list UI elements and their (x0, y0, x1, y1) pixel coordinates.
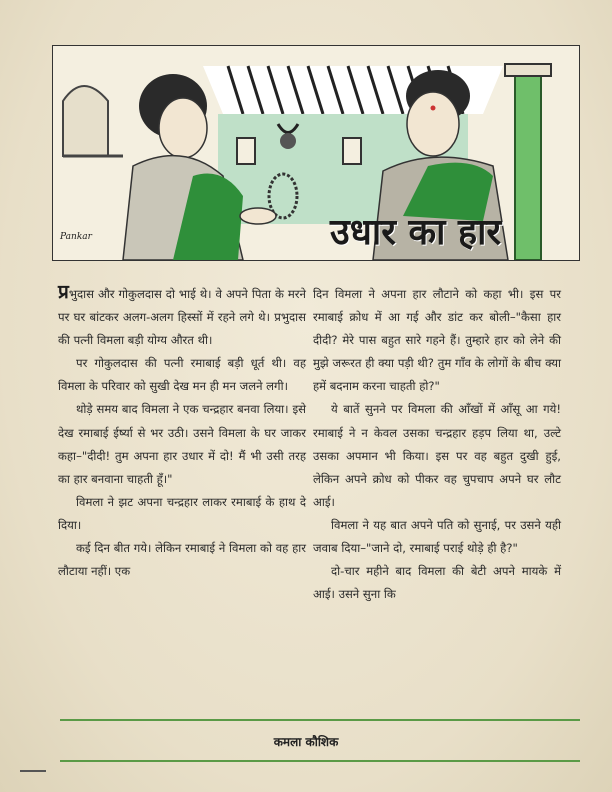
paragraph (58, 537, 306, 583)
text-column-right (313, 283, 561, 606)
paragraph (58, 283, 306, 352)
paragraph (313, 560, 561, 606)
paragraph (58, 491, 306, 537)
paragraph-text: पर गोकुलदास की पत्नी रमाबाई बड़ी धूर्त थी। वह विमला के परिवार को सुखी देख मन ही मन जलने लगी। (58, 356, 306, 394)
paragraph-text: दिन विमला ने अपना हार लौटाने को कहा भी। इस पर रमाबाई क्रोध में आ गई और डांट कर बोली–"कैसा हार दीदी? मेरे पास बहुत सारे गहने हैं। तुम्हारे हार को लेने की मुझे जरूरत ही क्या पड़ी थी? तुम गाँव के लोगों के बीच क्या हमें बदनाम करना चाहती हो?" (313, 287, 561, 394)
paragraph (58, 398, 306, 490)
paragraph-text: दो-चार महीने बाद विमला की बेटी अपने मायके में आई। उसने सुना कि (313, 564, 561, 602)
artist-signature: Pankar (60, 232, 92, 242)
scan-edge-mark (20, 770, 46, 772)
green-rule-top (60, 719, 580, 721)
drop-cap: प्र (58, 281, 69, 303)
paragraph-text: भुदास और गोकुलदास दो भाई थे। वे अपने पिता के मरने पर घर बांटकर अलग-अलग हिस्सों में रहने लगे थे। प्रभुदास की पत्नी विमला बड़ी योग्य औरत थी। (58, 287, 306, 348)
paragraph (313, 283, 561, 398)
text-column-left (58, 283, 306, 583)
paragraph-text: विमला ने झट अपना चन्द्रहार लाकर रमाबाई के हाथ दे दिया। (58, 494, 306, 532)
paragraph (313, 398, 561, 513)
paragraph-text: थोड़े समय बाद विमला ने एक चन्द्रहार बनवा लिया। इसे देख रमाबाई ईर्ष्या से भर उठी। उसने विमला के घर जाकर कहा–"दीदी! तुम अपना हार उधार में दो! मैं भी उसी तरह का हार बनवाना चाहती हूँ।" (58, 402, 306, 486)
paragraph (313, 514, 561, 560)
paragraph-text: विमला ने यह बात अपने पति को सुनाई, पर उसने यही जवाब दिया–"जाने दो, रमाबाई पराई थोड़े ही है?" (313, 517, 561, 556)
story-title: उधार का हार (330, 212, 502, 253)
paragraph-text: कई दिन बीत गये। लेकिन रमाबाई ने विमला को वह हार लौटाया नहीं। एक (58, 541, 306, 579)
paragraph-text: ये बातें सुनने पर विमला की आँखों में आँसू आ गये! रमाबाई ने न केवल उसका चन्द्रहार हड़प लिया था, उल्टे उसका अपमान भी किया। इस पर वह बहुत दुखी हुई, लेकिन अपने क्रोध को पीकर वह चुपचाप अपने घर लौट आई। (313, 402, 561, 509)
green-rule-bottom (60, 760, 580, 762)
paragraph (58, 352, 306, 398)
author-name: कमला कौशिक (273, 735, 339, 749)
